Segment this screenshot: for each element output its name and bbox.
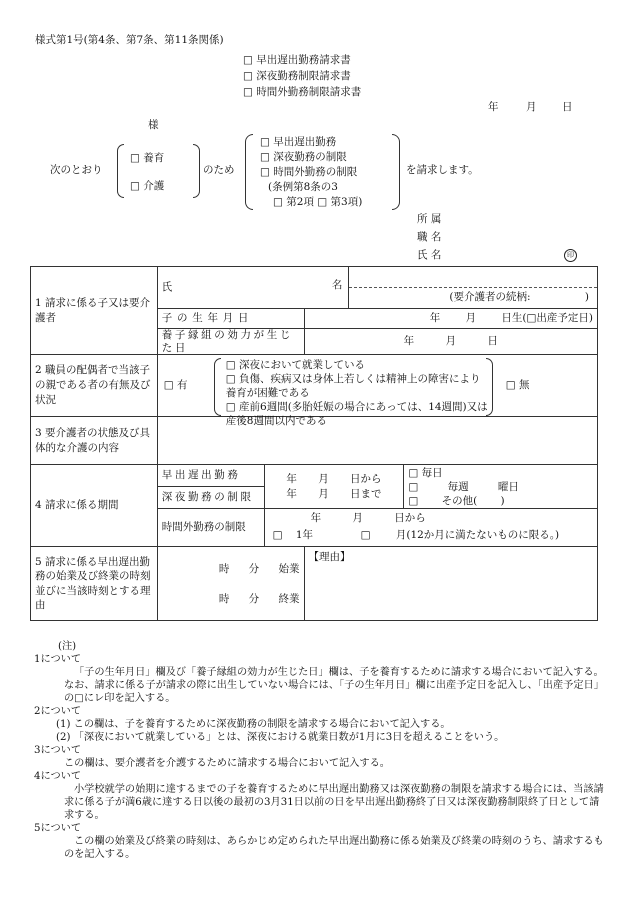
reason-childcare[interactable]: □ 養育 <box>130 152 165 164</box>
section2-label: 2 職員の配偶者で当該子の親である者の有無及び状況 <box>31 355 158 417</box>
date-day: 日 <box>562 101 573 113</box>
overtime-from: 年 月 日から <box>310 512 426 525</box>
spouse-no[interactable]: □ 無 <box>505 379 530 392</box>
note3-body: この欄は、要介護者を介護するために請求する場合において記入する。 <box>64 758 390 769</box>
name-field[interactable] <box>157 267 349 309</box>
section3-label: 3 要介護者の状態及び具体的な介護の内容 <box>31 417 158 465</box>
spouse-paren-right <box>486 358 493 416</box>
birth-label: 子の生年月日 <box>157 309 304 329</box>
notes-head: (注) <box>58 641 77 652</box>
title-early-late[interactable]: □ 早出遅出勤務請求書 <box>243 54 351 66</box>
spouse-item-maternity[interactable]: □ 産前6週間(多胎妊娠の場合にあっては、14週間)又は産後8週間以内である <box>225 401 488 428</box>
spouse-status-field <box>157 355 597 428</box>
start-time: 時 分 始業 <box>218 562 300 575</box>
seal-icon: 印 <box>564 249 577 262</box>
relation-close: ) <box>584 291 589 303</box>
spouse-yes[interactable]: □ 有 <box>163 379 188 392</box>
period-to: 年 月 日まで <box>286 487 382 500</box>
spouse-paren-left <box>214 358 221 416</box>
title-overtime-limit[interactable]: □ 時間外勤務制限請求書 <box>243 86 362 98</box>
applicant-dept: 所 属 <box>417 213 442 225</box>
reason-paren-left <box>117 144 124 198</box>
overtime-months[interactable]: □ 月(12か月に満たないものに限る。) <box>360 529 560 542</box>
overtime-1year[interactable]: □ 1年 <box>272 529 314 542</box>
period-row-overtime: 時間外勤務の制限 <box>157 509 264 547</box>
request-for: のため <box>203 164 235 176</box>
period-dates[interactable] <box>264 465 404 509</box>
note1-body: 「子の生年月日」欄及び「養子縁組の効力が生じた日」欄は、子を養育するために請求する場合において記入する。なお、請求に係る子が請求の際に出生していない場合には、「子の生年月日」欄に出産予定日を記入し、「出産予定日」の□にレ印を記入する。 <box>64 667 604 704</box>
article-ref: (条例第8条の3 <box>268 181 338 193</box>
notes <box>34 640 604 861</box>
note2-a: (1) この欄は、子を養育するために深夜勤務の制限を請求する場合において記入する。 <box>56 719 451 730</box>
type-overtime-limit[interactable]: □ 時間外勤務の制限 <box>260 166 358 178</box>
freq-daily[interactable]: □ 毎日 <box>408 466 443 479</box>
note2-head: 2について <box>34 706 82 717</box>
article-items[interactable]: □ 第2項 □ 第3項) <box>273 196 363 208</box>
note4-head: 4について <box>34 771 82 782</box>
note5-head: 5について <box>34 823 82 834</box>
type-night-limit[interactable]: □ 深夜勤務の制限 <box>260 151 347 163</box>
date-month: 月 <box>526 101 537 113</box>
freq-weekly[interactable]: □ 毎週 曜日 <box>408 480 519 493</box>
period-from: 年 月 日から <box>286 472 382 485</box>
period-row-early-late: 早出遅出勤務 <box>157 465 264 487</box>
spouse-items <box>226 358 488 428</box>
section1-label: 1 請求に係る子又は要介護者 <box>31 267 158 355</box>
note1-head: 1について <box>34 654 82 665</box>
note2-b: (2) 「深夜において就業している」とは、深夜における就業日数が1月に3日を超えることをいう。 <box>56 732 505 743</box>
form-number: 様式第1号(第4条、第7条、第11条関係) <box>35 34 224 46</box>
type-paren-left <box>245 134 253 210</box>
relation-divider <box>349 287 597 288</box>
request-prefix: 次のとおり <box>50 164 103 176</box>
title-night-limit[interactable]: □ 深夜勤務制限請求書 <box>243 70 351 82</box>
period-frequency <box>404 465 598 509</box>
freq-other[interactable]: □ その他( ) <box>408 494 505 507</box>
spouse-item-disability[interactable]: □ 負傷、疾病又は身体上若しくは精神上の障害により養育が困難である <box>225 373 481 400</box>
name-label-1: 氏 <box>161 281 173 294</box>
applicant-position: 職 名 <box>417 231 442 243</box>
section5-label: 5 請求に係る早出遅出勤務の始業及び終業の時刻並びに当該時刻とする理由 <box>31 547 158 621</box>
reason-nursing[interactable]: □ 介護 <box>130 180 165 192</box>
seal-mark <box>564 248 577 262</box>
note5-body: この欄の始業及び終業の時刻は、あらかじめ定められた早出遅出勤務に係る始業及び終業の時刻のうち、請求するものを記入する。 <box>64 836 604 860</box>
date-year: 年 <box>488 101 499 113</box>
adopt-label: 養子縁組の効力が生じた日 <box>157 329 304 355</box>
spouse-item-night[interactable]: □ 深夜において就業している <box>225 359 366 372</box>
birth-value[interactable]: 年 月 日生(□出産予定日) <box>304 309 597 329</box>
end-time: 時 分 終業 <box>218 592 300 605</box>
reason-field[interactable] <box>304 547 597 621</box>
reason-paren-right <box>193 144 200 198</box>
adopt-value[interactable]: 年 月 日 <box>304 329 597 355</box>
overtime-period-field[interactable] <box>264 509 597 547</box>
relation-field[interactable] <box>349 267 598 309</box>
type-paren-right <box>392 134 400 210</box>
applicant-name: 氏 名 <box>417 249 442 261</box>
note3-head: 3について <box>34 745 82 756</box>
request-form-table <box>30 266 598 621</box>
reason-label: 【理由】 <box>308 551 351 564</box>
request-suffix: を請求します。 <box>406 164 479 176</box>
work-times[interactable] <box>157 547 304 621</box>
addressee-suffix: 様 <box>148 119 159 131</box>
section4-label: 4 請求に係る期間 <box>31 465 158 547</box>
type-early-late[interactable]: □ 早出遅出勤務 <box>260 136 337 148</box>
note4-body: 小学校就学の始期に達するまでの子を養育するために早出遅出勤務又は深夜勤務の制限を請求する場合には、当該請求に係る子が満6歳に達する日以後の最初の3月31日以前の日を早出遅出勤務終了日又は深夜勤務制限終了日として請求する。 <box>64 784 604 821</box>
period-row-night-limit: 深夜勤務の制限 <box>157 487 264 509</box>
relation-label: (要介護者の続柄: <box>449 291 531 303</box>
name-label-2: 名 <box>331 279 343 291</box>
